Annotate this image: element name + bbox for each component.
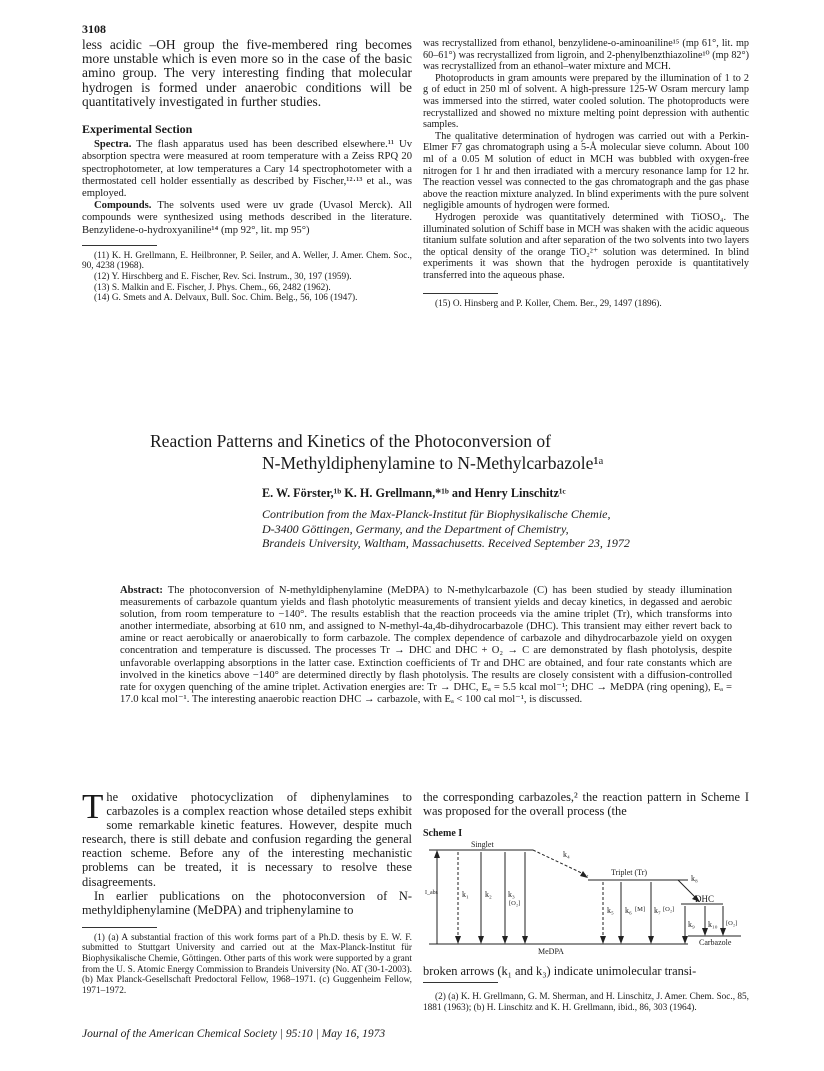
affiliation-line: D-3400 Göttingen, Germany, and the Department of Chemistry,: [262, 521, 569, 536]
footnote: (12) Y. Hirschberg and E. Fischer, Rev. Sci. Instrum., 30, 197 (1959).: [94, 272, 352, 283]
paragraph: broken arrows (k₁ and k₃) indicate unimolecular transi-: [423, 964, 697, 978]
k7-label: k₇: [654, 906, 661, 915]
paragraph: was recrystallized from ethanol, benzylidene-o-aminoaniline¹⁵ (mp 61°, lit. mp 60–61°) was recrystallized from ligroin, and 2-phenylbenzthiazoline¹⁰ (mp 82°) was recrystallized from an ethanol–water mixture and MCH.: [423, 38, 749, 73]
title-line-1: Reaction Patterns and Kinetics of the Photoconversion of: [150, 431, 551, 451]
triplet-label: Triplet (Tr): [611, 868, 648, 877]
compounds-paragraph: [82, 200, 412, 237]
affiliation: [262, 507, 630, 551]
k8-label: k₈: [691, 874, 698, 883]
k-abs-label: I_abs: [425, 890, 438, 896]
affiliation-line: Contribution from the Max-Planck-Institut für Biophysikalische Chemie,: [262, 507, 611, 521]
paragraph: Hydrogen peroxide was quantitatively determined with TiOSO₄. The illuminated solution of Schiff base in MCH was shaken with the acidic aqueous titanium sulfate solution and after separation of the two solvents into two layers the optical density of the orange TiO₂²⁺ solution was determined. In blind experiments it was shown that the hydrogen peroxide is quantitatively transferred into the aqueous phase.: [423, 211, 749, 281]
k10-label: k₁₀: [708, 920, 718, 929]
spectra-label: Spectra.: [94, 139, 132, 151]
footnote: (15) O. Hinsberg and P. Koller, Chem. Ber., 29, 1497 (1896).: [435, 299, 662, 310]
scheme-diagram: [423, 828, 753, 958]
body-left-column: [82, 787, 412, 996]
paragraph: In earlier publications on the photoconversion of N-methyldiphenylamine (MeDPA) and triphenylamine to: [82, 888, 412, 917]
medpa-label: MeDPA: [538, 947, 564, 956]
isc-arrow: [533, 850, 588, 876]
journal-footer: Journal of the American Chemical Society | 95:10 | May 16, 1973: [82, 1028, 386, 1040]
compounds-label: Compounds.: [94, 200, 152, 212]
footnote: (2) (a) K. H. Grellmann, G. M. Sherman, and H. Linschitz, J. Amer. Chem. Soc., 85, 1881 (1963); (b) H. Linschitz and K. H. Grellmann, ibid., 86, 303 (1964).: [423, 992, 749, 1013]
footnotes-left: [82, 251, 412, 304]
footnote-rule: [423, 982, 498, 983]
footnotes-body-left: [82, 933, 412, 997]
carbazole-label: Carbazole: [699, 938, 732, 947]
upper-left-column: [82, 38, 412, 304]
footnote-rule: [82, 245, 157, 246]
article-title: [150, 430, 824, 474]
k6-label: k₆: [625, 906, 632, 915]
singlet-label: Singlet: [471, 840, 494, 849]
k9-label: k₉: [688, 920, 695, 929]
k2-label: k₂: [485, 890, 492, 899]
paragraph: the corresponding carbazoles,² the reaction pattern in Scheme I was proposed for the overall process (the: [423, 790, 749, 819]
dhc-label: DHC: [695, 894, 715, 904]
m-label: [M]: [635, 906, 646, 913]
spectra-text: The flash apparatus used has been described elsewhere.¹¹ Uv absorption spectra were measured at room temperature with a Zeiss RPQ 20 spectrophotometer, at low temperatures a Cary 14 spectrophotometer with a thermostated cell holder essentially as described by Fischer,¹²·¹³ et al., was employed.: [82, 139, 412, 200]
compounds-text: The solvents used were uv grade (Uvasol Merck). All compounds were synthesized using methods described in the literature. Benzylidene-o-hydroxyaniline¹⁴ (mp 92°, lit. mp 95°): [82, 200, 412, 236]
abstract: [120, 585, 732, 706]
spectra-paragraph: [82, 139, 412, 200]
experimental-heading: Experimental Section: [82, 122, 193, 137]
footnote: (14) G. Smets and A. Delvaux, Bull. Soc. Chim. Belg., 56, 106 (1947).: [94, 293, 358, 304]
abstract-text: The photoconversion of N-methyldiphenylamine (MeDPA) to N-methylcarbazole (C) has been studied by steady illumination measurements of carbazole quantum yields and flash photolytic measurements of transient yields and decay kinetics, in degassed and aerobic solution, from room temperature to −140°. The results establish that the reaction proceeds via the amine triplet (Tr), which transforms into another intermediate, absorbing at 610 nm, and assigned to N-methyl-4a,4b-dihydrocarbazole (DHC). This transient may either revert back to amine or react aerobically or anaerobically to form carbazole. The complex dependence of carbazole and dihydrocarbazole yield on oxygen concentration and temperature is discussed. The processes Tr → DHC and DHC + O₂ → C are demonstrated by flash photolysis, despite unfavorable overlapping absorptions in the latter case. Extinction coefficients of Tr and DHC are obtained, and four rate constants which are involved in the kinetics above −140° are determined directly by flash photolysis. The results are closely consistent with a diffusion-controlled rate for oxygen quenching of the amine triplet. Activation energies are: Tr → DHC, Eₐ = 5.5 kcal mol⁻¹; DHC → MeDPA (ring opening), Eₐ = 17.0 kcal mol⁻¹. The interesting anaerobic reaction DHC → carbazole, with Eₐ < 100 cal mol⁻¹, is discussed.: [120, 585, 732, 705]
affiliation-line: Brandeis University, Waltham, Massachusetts. Received September 23, 1972: [262, 536, 630, 550]
footnote-rule: [423, 293, 498, 294]
footnote: (1) (a) A substantial fraction of this work forms part of a Ph.D. thesis by E. W. F. submitted to Stuttgart University and carried out at the Max-Planck-Institut für Biophysikalische Chemie, Göttingen. Other parts of this work were supported by a grant from the U. S. Atomic Energy Commission to Brandeis University (No. AT (30-1-2003). (b) Max Planck-Gesellschaft Predoctoral Fellow, 1968–1971. (c) Guggenheim Fellow, 1971–1972.: [82, 932, 412, 996]
scheme-followup-text: [423, 964, 749, 978]
scheme-title: Scheme I: [423, 828, 463, 839]
paragraph: The qualitative determination of hydrogen was carried out with a Perkin-Elmer F7 gas chromatograph using a 5-Å molecular sieve column. About 100 ml of a 0.05 M solution of educt in MCH was bubbled with oxygen-free nitrogen for 1 hr and then irradiated with a mercury resonance lamp for 12 hr. The reaction vessel was connected to the gas chromatograph and the gas phase above the reaction mixture analyzed. In blind experiments with the pure solvent negligible amounts of hydrogen were formed.: [423, 130, 749, 212]
upper-right-column: [423, 38, 749, 310]
paragraph: Photoproducts in gram amounts were prepared by the illumination of 1 to 2 g of educt in 250 ml of solvent. A high-pressure 125-W Osram mercury lamp was immersed into the stirred, water cooled solution. The photoproducts were recrystallized and showed no mixture melting point depression with authentic samples.: [423, 72, 749, 131]
intro-text: he oxidative photocyclization of diphenylamines to carbazoles is a complex reaction whose detailed steps exhibit some remarkable kinetic features. However, despite much research, there is still debate and confusion regarding the general reaction scheme. Before any of the interesting mechanistic problems can be treated, it is necessary to resolve these disagreements.: [82, 790, 412, 889]
page-number: 3108: [82, 22, 106, 36]
abstract-label: Abstract:: [120, 585, 163, 596]
title-line-2: N-Methyldiphenylamine to N-Methylcarbazole¹ᵃ: [262, 453, 604, 473]
k1-label: k₁: [462, 890, 469, 899]
footnotes-body-right: [423, 982, 749, 1023]
left-col-text: less acidic –OH group the five-membered ring becomes more unstable which is even more so in the case of the basic amino group. The very interesting finding that molecular hydrogen is formed under anaerobic conditions will be quantitatively investigated in further studies.: [82, 37, 412, 109]
drop-cap: T: [82, 787, 104, 826]
footnote: (13) S. Malkin and E. Fischer, J. Phys. Chem., 66, 2482 (1962).: [94, 282, 331, 293]
k3-label: k₃: [508, 890, 515, 899]
body-right-column: [423, 790, 749, 818]
k5-label: k₅: [607, 906, 614, 915]
o2-label: [O₂]: [663, 906, 675, 913]
k4-label: k₄: [563, 850, 570, 859]
footnote: (11) K. H. Grellmann, E. Heilbronner, P. Seiler, and A. Weller, J. Amer. Chem. Soc., 90, 4238 (1968).: [82, 250, 412, 272]
footnote-rule: [82, 927, 157, 928]
o2-label: [O₂]: [509, 900, 521, 907]
intro-paragraph: [82, 787, 412, 889]
authors: E. W. Förster,¹ᵇ K. H. Grellmann,*¹ᵇ and Henry Linschitz¹ᶜ: [262, 486, 566, 500]
o2-label: [O₂]: [726, 920, 738, 927]
